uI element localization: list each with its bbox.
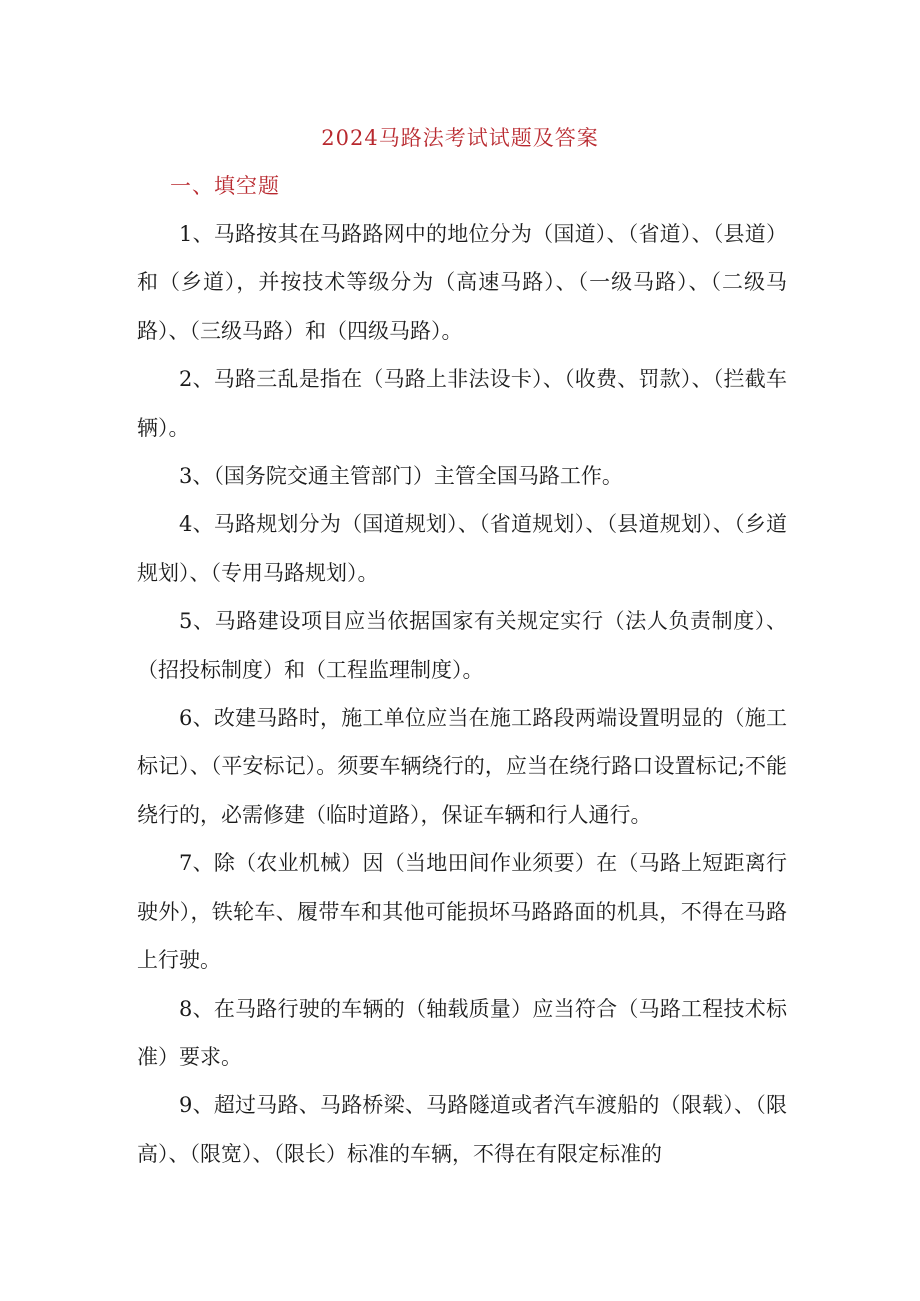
paragraph-6: 6、改建马路时，施工单位应当在施工路段两端设置明显的（施工标记）、（平安标记）。须要车辆绕行的，应当在绕行路口设置标记;不能绕行的，必需修建（临时道路），保证车辆和行人通行。 <box>137 706 787 827</box>
paragraph-9: 9、超过马路、马路桥梁、马路隧道或者汽车渡船的（限载）、（限高）、（限宽）、（限长）标准的车辆，不得在有限定标准的 <box>137 1093 787 1166</box>
paragraph-3: 3、（国务院交通主管部门）主管全国马路工作。 <box>179 464 623 489</box>
section-heading: 一、填空题 <box>170 174 280 198</box>
paragraph-7: 7、除（农业机械）因（当地田间作业须要）在（马路上短距离行驶外），铁轮车、履带车和其他可能损坏马路路面的机具，不得在马路上行驶。 <box>137 851 787 973</box>
paragraph-1: 1、马路按其在马路路网中的地位分为（国道）、（省道）、（县道）和（乡道），并按技术等级分为（高速马路）、（一级马路）、（二级马路）、（三级马路）和（四级马路）。 <box>137 222 787 343</box>
body-text <box>137 210 787 1178</box>
paragraph-8: 8、在马路行驶的车辆的（轴载质量）应当符合（马路工程技术标准）要求。 <box>137 996 787 1069</box>
paragraph-2: 2、马路三乱是指在（马路上非法设卡）、（收费、罚款）、（拦截车辆）。 <box>137 367 787 440</box>
paragraph-5: 5、马路建设项目应当依据国家有关规定实行（法人负责制度）、（招投标制度）和（工程监理制度）。 <box>137 609 787 682</box>
paragraph-4: 4、马路规划分为（国道规划）、（省道规划）、（县道规划）、（乡道规划）、（专用马路规划）。 <box>137 512 787 585</box>
document-title: 2024马路法考试试题及答案 <box>321 126 599 150</box>
